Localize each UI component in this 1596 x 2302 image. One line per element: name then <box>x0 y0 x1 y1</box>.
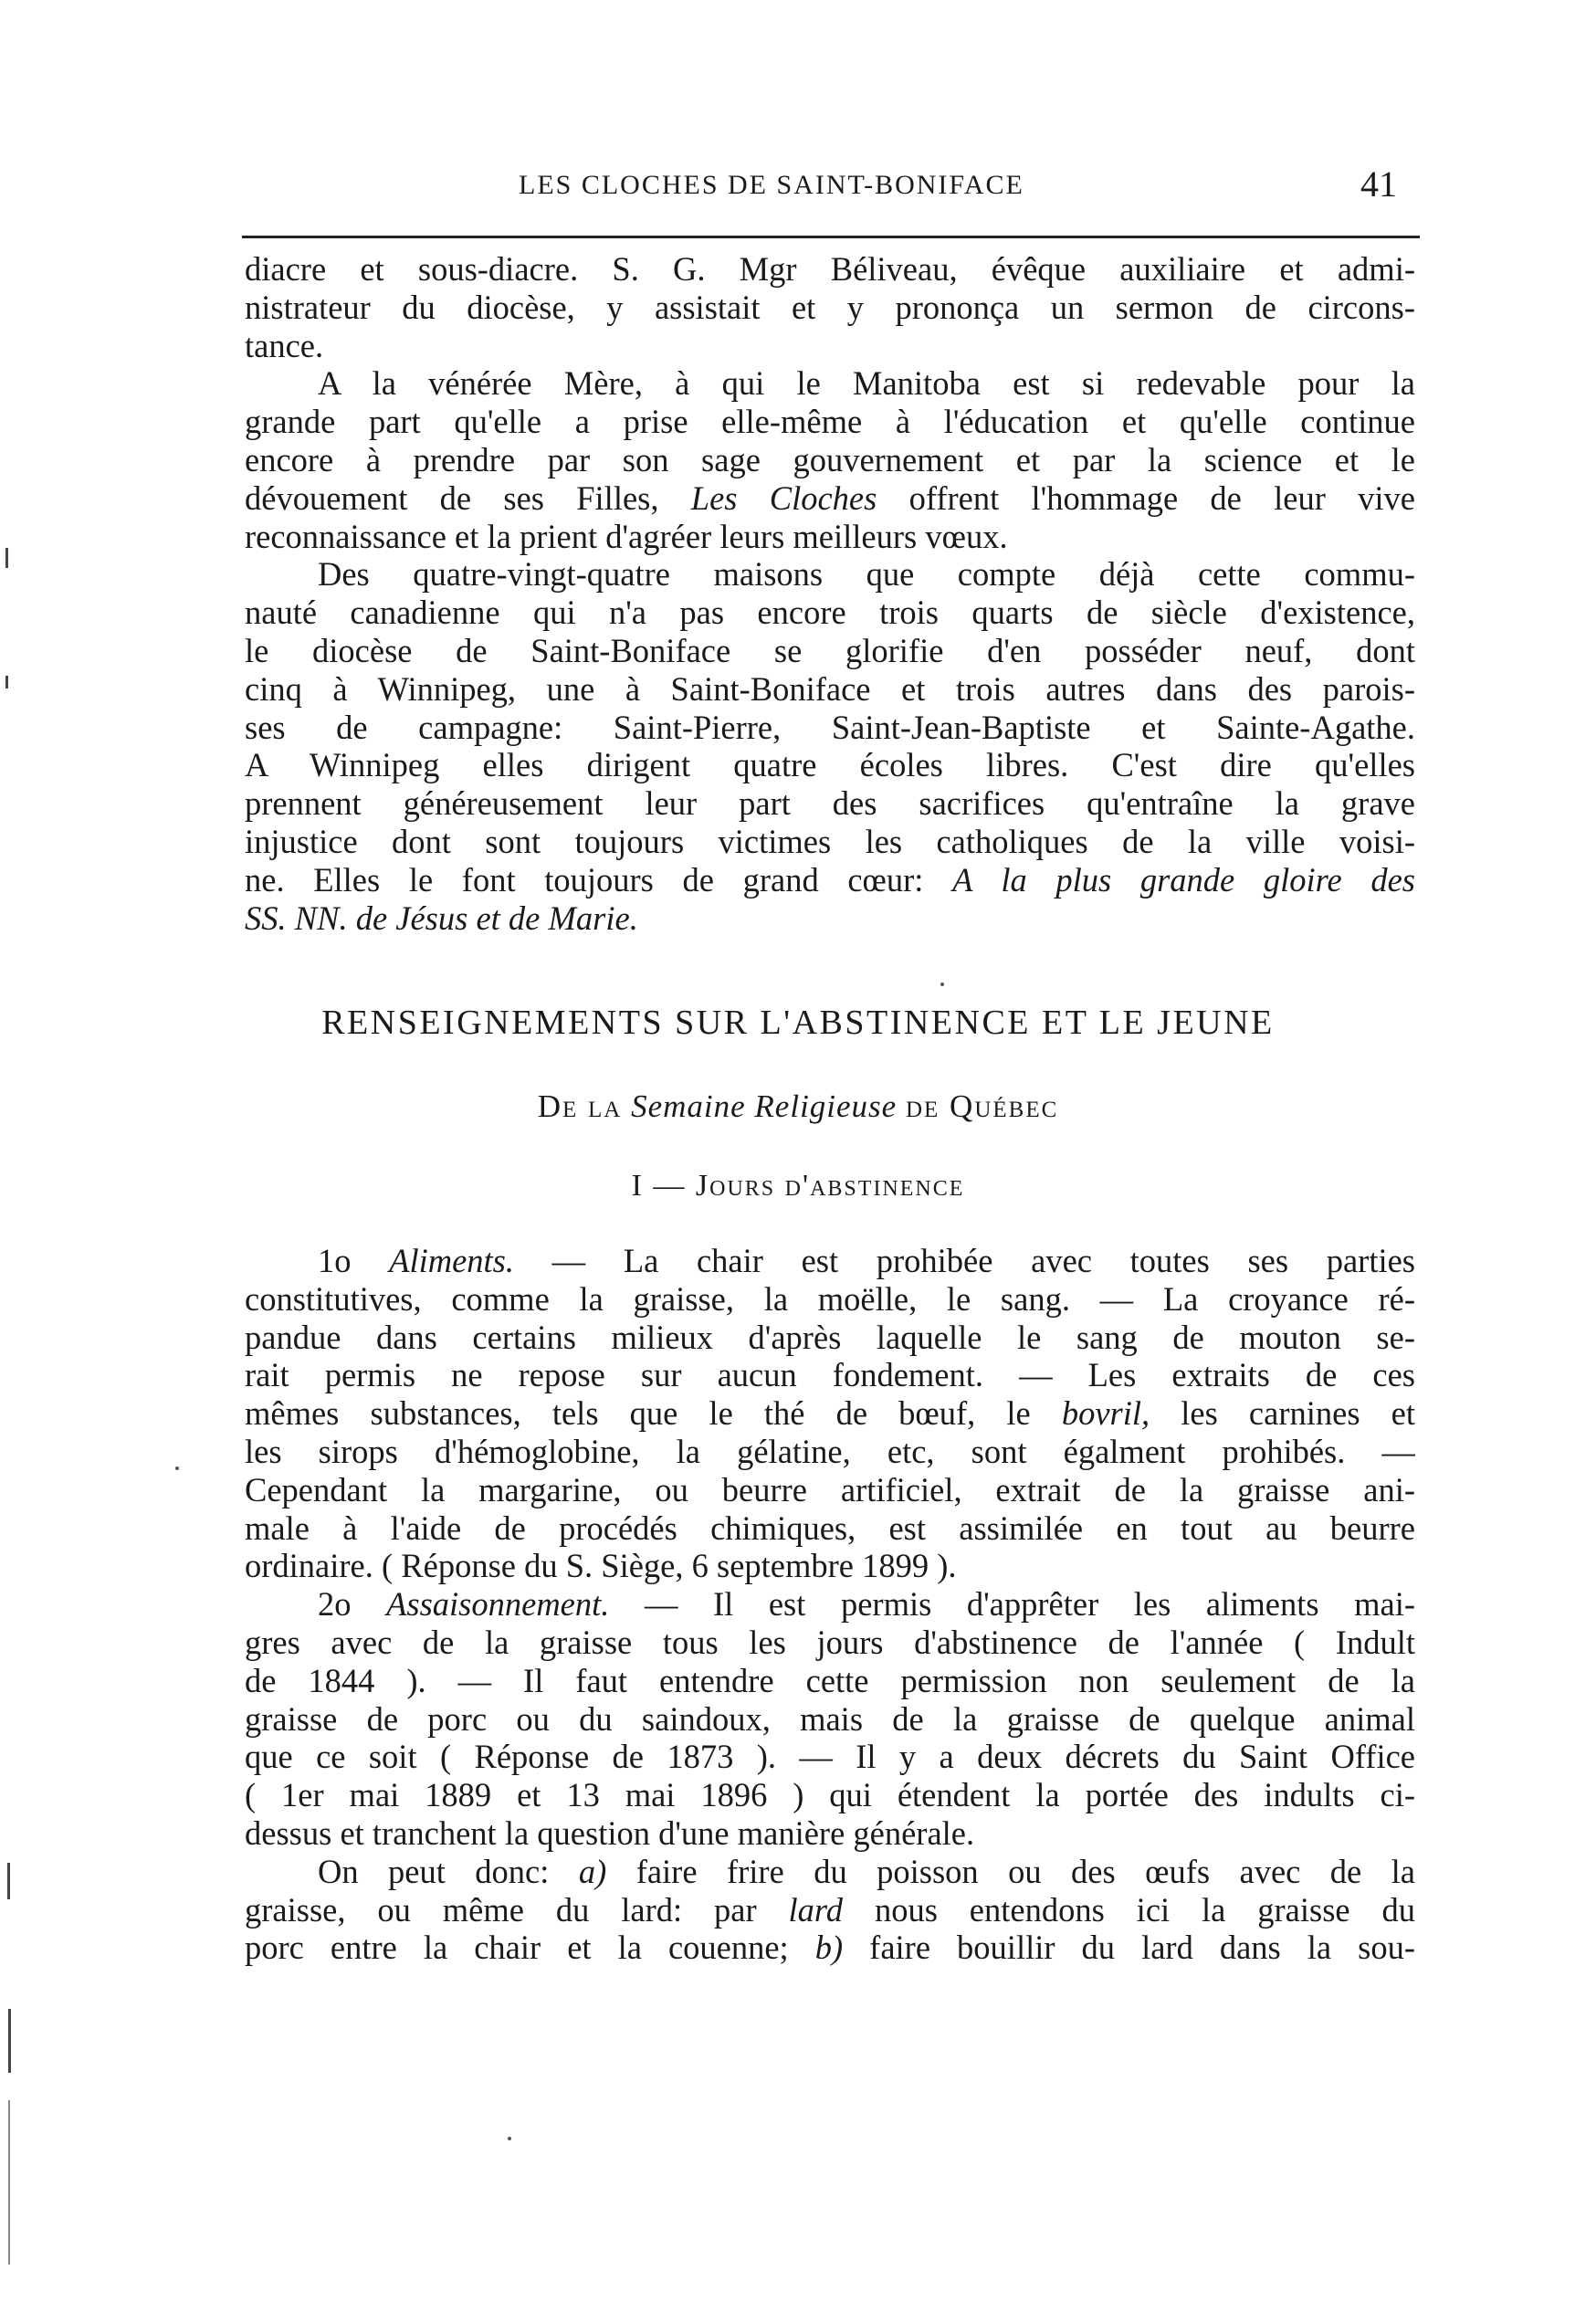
upper-text-block <box>245 250 1415 937</box>
lower-text-block <box>245 1242 1415 1967</box>
text-line: injustice dont sont toujours victimes les catholiques de la ville voisi- <box>245 822 1415 860</box>
text-line: A la vénérée Mère, à qui le Manitoba est si redevable pour la <box>318 364 1415 403</box>
text-run: ne. Elles le font toujours de grand cœur: <box>245 860 924 899</box>
text-line: diacre et sous-diacre. S. G. Mgr Béliveau, évêque auxiliaire et admi- <box>245 250 1415 288</box>
section-title: RENSEIGNEMENTS SUR L'ABSTINENCE ET LE JEUNE <box>321 1004 1275 1042</box>
text-line: reconnaissance et la prient d'agréer leurs meilleurs vœux. <box>245 517 1008 555</box>
text-line: pandue dans certains milieux d'après laquelle le sang de mouton se- <box>245 1318 1415 1356</box>
text-run: — Il est permis d'apprêter les aliments mai- <box>644 1585 1415 1624</box>
item-heading: Assaisonnement. <box>386 1585 610 1624</box>
text-run: nous entendons ici la graisse du <box>874 1890 1415 1929</box>
item-number: 2o <box>318 1585 352 1624</box>
scan-dot <box>940 983 944 986</box>
text-line: dessus et tranchent la question d'une manière générale. <box>245 1813 975 1852</box>
text-run: graisse, ou même du lard: par <box>245 1890 757 1929</box>
text-line <box>245 479 1415 518</box>
part-title: I — Jours d'abstinence <box>631 1169 965 1203</box>
subtitle-run: De la <box>537 1088 623 1124</box>
text-line: male à l'aide de procédés chimiques, est assimilée en tout au beurre <box>245 1508 1415 1547</box>
text-run: faire frire du poisson ou des œufs avec de la <box>635 1852 1415 1890</box>
text-line <box>245 1242 1415 1280</box>
running-title: LES CLOCHES DE SAINT-BONIFACE <box>519 170 1024 200</box>
item-heading: Aliments. <box>389 1242 515 1279</box>
scan-mark <box>8 2100 10 2265</box>
text-line: graisse de porc ou du saindoux, mais de la graisse de quelque animal <box>245 1699 1415 1738</box>
text-line: de 1844 ). — Il faut entendre cette permission non seulement de la <box>245 1661 1415 1699</box>
list-marker: a) <box>578 1852 607 1890</box>
scan-mark <box>5 548 8 568</box>
text-line: cinq à Winnipeg, une à Saint-Boniface et trois autres dans des parois- <box>245 669 1415 708</box>
text-line: encore à prendre par son sage gouvernement et par la science et le <box>245 440 1415 478</box>
scan-mark <box>7 1863 10 1899</box>
italic-term: lard <box>788 1890 844 1929</box>
section-subtitle <box>0 1088 1596 1125</box>
text-line <box>245 1891 1415 1929</box>
text-line <box>245 861 1415 899</box>
text-line: A Winnipeg elles dirigent quatre écoles libres. C'est dire qu'elles <box>245 746 1415 784</box>
journal-title-italic: Les Cloches <box>690 478 877 517</box>
text-line: tance. <box>245 326 324 364</box>
text-line: nistrateur du diocèse, y assistait et y prononça un sermon de circons- <box>245 288 1415 326</box>
text-run: dévouement de ses Filles, <box>245 478 659 517</box>
text-line: nauté canadienne qui n'a pas encore trois quarts de siècle d'existence, <box>245 594 1415 632</box>
text-line <box>245 1394 1415 1433</box>
subtitle-journal: Semaine Religieuse <box>631 1088 898 1124</box>
item-number: 1o <box>318 1242 352 1279</box>
text-line <box>245 1853 1415 1891</box>
scan-dot <box>175 1466 179 1470</box>
text-run: les carnines et <box>1181 1394 1415 1433</box>
text-line: grande part qu'elle a prise elle-même à l'éducation et qu'elle continue <box>245 403 1415 441</box>
text-run: offrent l'hommage de leur vive <box>908 478 1415 517</box>
text-line: ordinaire. ( Réponse du S. Siège, 6 septembre 1899 ). <box>245 1547 957 1585</box>
scan-dot <box>508 2137 511 2140</box>
text-line: le diocèse de Saint-Boniface se glorifie d'en posséder neuf, dont <box>245 631 1415 669</box>
text-line: Cependant la margarine, ou beurre artificiel, extrait de la graisse ani- <box>245 1470 1415 1508</box>
text-run: mêmes substances, tels que le thé de bœuf, le <box>245 1394 1031 1433</box>
text-run: faire bouillir du lard dans la sou- <box>869 1929 1415 1967</box>
running-head <box>0 163 1596 208</box>
text-run: On peut donc: <box>318 1852 550 1890</box>
text-line: constitutives, comme la graisse, la moëlle, le sang. — La croyance ré- <box>245 1279 1415 1318</box>
italic-term: bovril, <box>1061 1394 1150 1433</box>
text-run: porc entre la chair et la couenne; <box>245 1929 789 1967</box>
text-line: ( 1er mai 1889 et 13 mai 1896 ) qui étendent la portée des indults ci- <box>245 1776 1415 1814</box>
text-line <box>245 1929 1415 1967</box>
header-rule <box>242 236 1420 238</box>
text-line: que ce soit ( Réponse de 1873 ). — Il y a deux décrets du Saint Office <box>245 1738 1415 1776</box>
text-line <box>245 1585 1415 1624</box>
text-line: gres avec de la graisse tous les jours d'abstinence de l'année ( Indult <box>245 1623 1415 1661</box>
scan-mark <box>8 2009 11 2073</box>
page-number: 41 <box>1360 163 1397 205</box>
text-line: Des quatre-vingt-quatre maisons que compte déjà cette commu- <box>318 555 1415 594</box>
text-line: ses de campagne: Saint-Pierre, Saint-Jean-Baptiste et Sainte-Agathe. <box>245 708 1415 746</box>
motto-italic: A la plus grande gloire des <box>952 860 1415 899</box>
text-line: rait permis ne repose sur aucun fondement. — Les extraits de ces <box>245 1356 1415 1394</box>
list-marker: b) <box>814 1929 844 1967</box>
subtitle-run: de Québec <box>905 1088 1059 1124</box>
text-run: — La chair est prohibée avec toutes ses parties <box>551 1242 1415 1279</box>
text-line: prennent généreusement leur part des sacrifices qu'entraîne la grave <box>245 784 1415 823</box>
text-line: les sirops d'hémoglobine, la gélatine, etc, sont égalment prohibés. — <box>245 1432 1415 1470</box>
scan-mark <box>5 676 8 688</box>
motto-italic-line: SS. NN. de Jésus et de Marie. <box>245 899 638 937</box>
